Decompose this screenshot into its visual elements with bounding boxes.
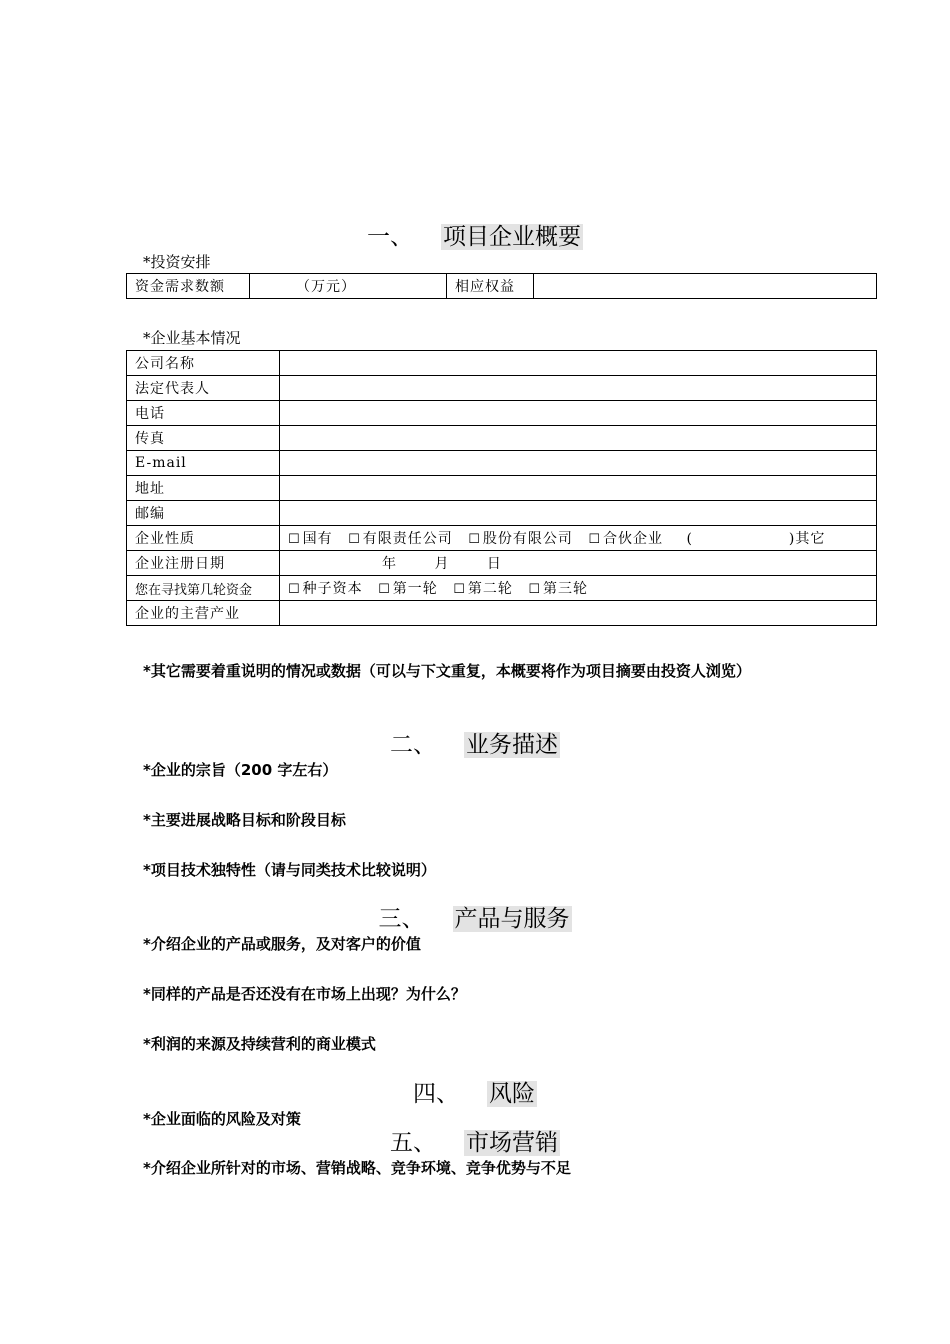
section-2-item: *主要进展战略目标和阶段目标 [143, 811, 346, 829]
row-label-industry: 企业的主营产业 [127, 601, 280, 626]
row-label-funding-round: 您在寻找第几轮资金 [127, 576, 280, 601]
industry-field[interactable] [280, 601, 877, 626]
section-3-item: *介绍企业的产品或服务，及对客户的价值 [143, 935, 421, 953]
invest-label: *投资安排 [143, 253, 211, 271]
table-row [127, 451, 877, 476]
nature-option-partnership[interactable]: ☐ 合伙企业 [588, 531, 663, 547]
row-label-company-name: 公司名称 [127, 351, 280, 376]
row-label-reg-date: 企业注册日期 [127, 551, 280, 576]
zip-field[interactable] [280, 501, 877, 526]
section-1-number: 一、 [367, 224, 413, 250]
company-name-field[interactable] [280, 351, 877, 376]
row-label-phone: 电话 [127, 401, 280, 426]
invest-amount-unit: （万元） [250, 274, 447, 299]
basic-info-label: *企业基本情况 [143, 329, 241, 347]
row-label-email: E-mail [127, 451, 280, 476]
table-row [127, 551, 877, 576]
date-month-label: 月 [434, 556, 450, 572]
funding-round-options [280, 576, 877, 601]
checkbox-icon: ☐ [468, 532, 481, 547]
checkbox-icon: ☐ [288, 532, 301, 547]
checkbox-icon: ☐ [588, 532, 601, 547]
round-option-second[interactable]: ☐ 第二轮 [453, 581, 513, 597]
other-note: *其它需要着重说明的情况或数据（可以与下文重复，本概要将作为项目摘要由投资人浏览） [143, 662, 751, 680]
checkbox-icon: ☐ [288, 582, 301, 597]
table-row [127, 526, 877, 551]
table-row [127, 426, 877, 451]
nature-option-state[interactable]: ☐ 国有 [288, 531, 333, 547]
section-5-title: 市场营销 [466, 1130, 558, 1156]
legal-rep-field[interactable] [280, 376, 877, 401]
section-4-item: *企业面临的风险及对策 [143, 1110, 301, 1128]
nature-options [280, 526, 877, 551]
section-5-number: 五、 [390, 1130, 436, 1156]
invest-table [126, 273, 877, 299]
nature-option-joint-stock[interactable]: ☐ 股份有限公司 [468, 531, 573, 547]
nature-other-label: )其它 [788, 531, 826, 547]
section-4-title: 风险 [489, 1081, 535, 1107]
nature-other-open: ( [686, 531, 693, 547]
section-5-heading [0, 1128, 950, 1158]
section-1-heading [0, 222, 950, 252]
section-2-number: 二、 [390, 732, 436, 758]
invest-equity-label: 相应权益 [447, 274, 534, 299]
address-field[interactable] [280, 476, 877, 501]
section-3-title: 产品与服务 [454, 906, 570, 932]
checkbox-icon: ☐ [528, 582, 541, 597]
section-3-heading [0, 904, 950, 934]
phone-field[interactable] [280, 401, 877, 426]
section-3-item: *同样的产品是否还没有在市场上出现？为什么？ [143, 985, 466, 1003]
section-3-number: 三、 [378, 906, 425, 932]
nature-option-llc[interactable]: ☐ 有限责任公司 [348, 531, 453, 547]
section-2-item: *企业的宗旨（200 字左右） [143, 761, 338, 779]
invest-equity-field[interactable] [534, 274, 877, 299]
row-label-nature: 企业性质 [127, 526, 280, 551]
round-option-first[interactable]: ☐ 第一轮 [378, 581, 438, 597]
round-option-seed[interactable]: ☐ 种子资本 [288, 581, 363, 597]
row-label-legal-rep: 法定代表人 [127, 376, 280, 401]
table-row [127, 401, 877, 426]
section-3-item: *利润的来源及持续营利的商业模式 [143, 1035, 376, 1053]
round-option-third[interactable]: ☐ 第三轮 [528, 581, 588, 597]
date-year-label: 年 [382, 556, 397, 572]
section-2-item: *项目技术独特性（请与同类技术比较说明） [143, 861, 436, 879]
section-4-number: 四、 [413, 1081, 459, 1107]
section-1-title: 项目企业概要 [443, 224, 581, 250]
table-row [127, 476, 877, 501]
checkbox-icon: ☐ [348, 532, 361, 547]
table-row [127, 601, 877, 626]
fax-field[interactable] [280, 426, 877, 451]
section-4-heading [0, 1079, 950, 1109]
email-field[interactable] [280, 451, 877, 476]
invest-amount-label: 资金需求数额 [127, 274, 250, 299]
section-2-title: 业务描述 [466, 732, 558, 758]
checkbox-icon: ☐ [378, 582, 391, 597]
table-row [127, 376, 877, 401]
date-day-label: 日 [486, 556, 502, 572]
table-row [127, 351, 877, 376]
checkbox-icon: ☐ [453, 582, 466, 597]
table-row [127, 501, 877, 526]
row-label-fax: 传真 [127, 426, 280, 451]
row-label-zip: 邮编 [127, 501, 280, 526]
table-row [127, 576, 877, 601]
section-5-item: *介绍企业所针对的市场、营销战略、竞争环境、竞争优势与不足 [143, 1159, 571, 1177]
section-2-heading [0, 730, 950, 760]
basic-info-table [126, 350, 877, 626]
row-label-address: 地址 [127, 476, 280, 501]
reg-date-field[interactable] [280, 551, 877, 576]
